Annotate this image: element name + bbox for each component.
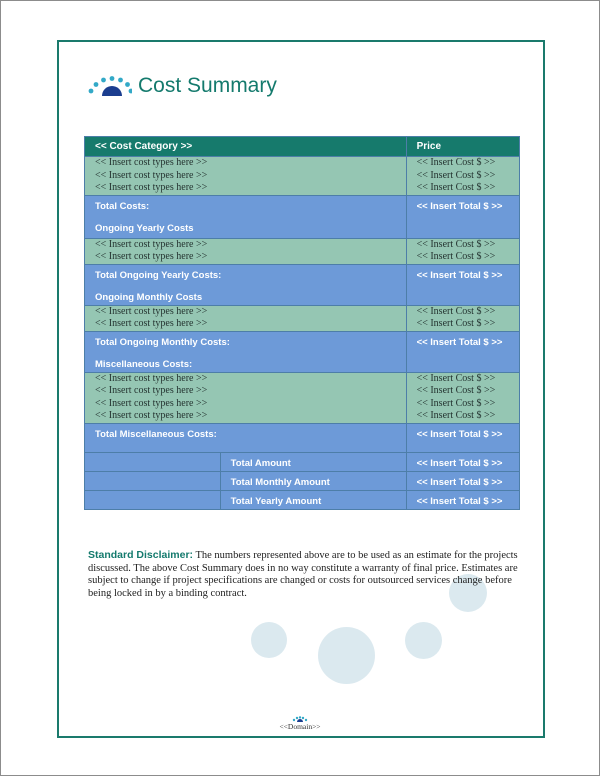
summary-spacer-cell [85,452,221,471]
summary-row [85,452,520,471]
cost-price-line: << Insert Cost $ >> [416,385,496,396]
disclaimer-paragraph [88,549,520,600]
cost-type-cell [85,372,407,423]
cost-price-cell [406,238,519,264]
cost-price-line: << Insert Cost $ >> [416,305,496,317]
total-value-cell [406,195,519,238]
cost-price-line: << Insert Cost $ >> [416,318,496,329]
cost-type-line: << Insert cost types here >> [95,318,208,329]
cost-type-line: << Insert cost types here >> [95,251,208,262]
total-value-cell [406,331,519,372]
total-label-cell [85,331,407,372]
summary-label-cell [220,490,406,509]
total-value: << Insert Total $ >> [416,336,503,348]
total-label: Total Ongoing Monthly Costs: [95,336,230,348]
page-title: Cost Summary [138,74,277,97]
cost-price-cell [406,372,519,423]
cost-type-cell [85,305,407,331]
header-price: Price [406,137,519,157]
cost-price-cell [406,157,519,196]
summary-spacer-cell [85,490,221,509]
cost-price-line: << Insert Cost $ >> [416,238,496,250]
summary-label-cell [220,471,406,490]
total-value-cell [406,264,519,305]
footer-domain: <<Domain>> [279,722,321,731]
cost-type-line: << Insert cost types here >> [95,385,208,396]
cost-price-line: << Insert Cost $ >> [416,410,496,421]
cost-type-line: << Insert cost types here >> [95,182,208,193]
summary-spacer-cell [85,471,221,490]
cost-price-line: << Insert Cost $ >> [416,169,496,181]
summary-label: Total Amount [230,457,291,469]
total-label: Total Costs: [95,200,150,212]
summary-value-cell [406,490,519,509]
cost-type-cell [85,238,407,264]
cost-summary-table [84,136,520,510]
total-row [85,195,520,238]
cost-type-cell [85,157,407,196]
summary-value: << Insert Total $ >> [416,495,503,507]
cost-type-line: << Insert cost types here >> [95,372,208,384]
cost-type-line: << Insert cost types here >> [95,305,208,317]
table-header-row [85,137,520,157]
total-label: Total Miscellaneous Costs: [95,428,217,440]
total-label-cell [85,195,407,238]
page-footer [258,716,342,734]
total-label: Total Ongoing Yearly Costs: [95,269,222,281]
cost-price-cell [406,305,519,331]
summary-value: << Insert Total $ >> [416,476,503,488]
section-heading: Miscellaneous Costs: [95,358,193,370]
total-label-cell [85,264,407,305]
cost-type-line: << Insert cost types here >> [95,397,208,409]
cost-type-line: << Insert cost types here >> [95,157,208,168]
cost-price-line: << Insert Cost $ >> [416,372,496,384]
cost-type-line: << Insert cost types here >> [95,238,208,250]
disclaimer-text: The numbers represented above are to be used as an estimate for the projects discussed. The above Cost Summary does in no way constitute a warranty of final price. Estimates are subject to change if project specifications are changed or costs for outsourced services change before being locked in by a binding contract. [88,550,518,599]
cost-type-line: << Insert cost types here >> [95,410,208,421]
decorative-bubble [405,622,442,659]
cost-price-line: << Insert Cost $ >> [416,157,496,168]
cost-items-row [85,305,520,331]
summary-value-cell [406,471,519,490]
summary-label: Total Monthly Amount [230,476,330,488]
cost-price-line: << Insert Cost $ >> [416,397,496,409]
cost-price-line: << Insert Cost $ >> [416,182,496,193]
summary-label: Total Yearly Amount [230,495,322,507]
disclaimer-label: Standard Disclaimer: [88,549,194,561]
decorative-bubble [318,627,375,684]
summary-row [85,490,520,509]
summary-label-cell [220,452,406,471]
header-cost-category: << Cost Category >> [85,137,407,157]
total-value: << Insert Total $ >> [416,200,503,212]
cost-items-row [85,157,520,196]
section-heading: Ongoing Monthly Costs [95,291,203,303]
total-row [85,264,520,305]
cost-type-line: << Insert cost types here >> [95,169,208,181]
cost-items-row [85,372,520,423]
cost-price-line: << Insert Cost $ >> [416,251,496,262]
total-row [85,331,520,372]
total-label-cell [85,423,407,452]
company-logo-icon [88,72,132,96]
total-value: << Insert Total $ >> [416,428,503,440]
total-row [85,423,520,452]
summary-value-cell [406,452,519,471]
decorative-bubble [251,622,287,658]
summary-row [85,471,520,490]
total-value-cell [406,423,519,452]
total-value: << Insert Total $ >> [416,269,503,281]
cost-items-row [85,238,520,264]
summary-value: << Insert Total $ >> [416,457,503,469]
section-heading: Ongoing Yearly Costs [95,222,194,234]
